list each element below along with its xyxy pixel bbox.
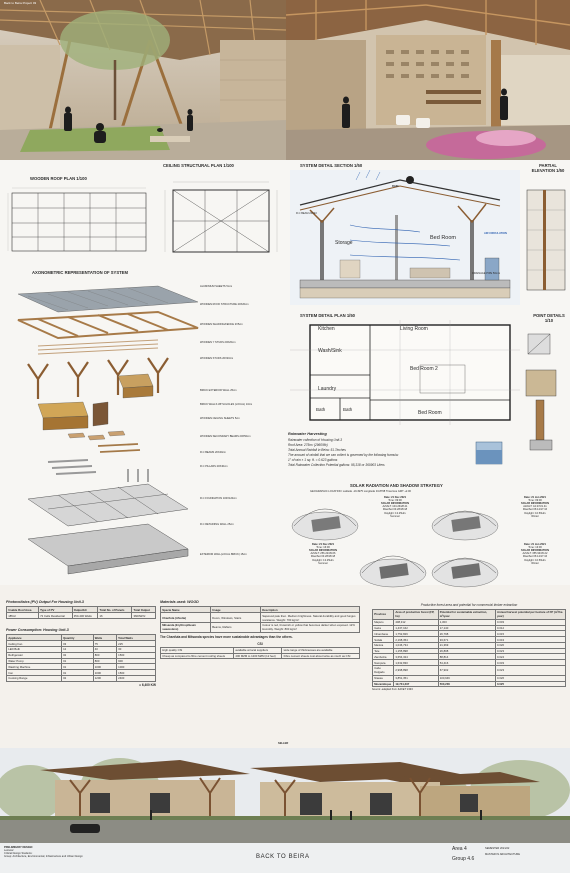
footer-area: Area 4 [452,846,467,852]
system-detail-section-drawing [290,170,520,305]
forest-cell: 2,998,898 [394,666,438,676]
csi-cell: 400 MZM to 1200 MZM (12 feet) [234,653,282,659]
power-header: Quantity [61,635,93,641]
forest-cell: Mozambique [373,681,394,687]
wooden-roof-plan-drawing [6,183,150,258]
axo-label: BRICK EXTERIOR WALL 25cm [200,389,237,392]
power-cell: 1000 [116,664,155,670]
power-header: Total Watts [116,635,155,641]
axonometric-drawing [8,284,208,584]
rainwater-line: The amount of rainfall that we can collect is governed by the following formula: [288,452,399,457]
pv-header: Total Output [132,607,156,613]
forest-cell: 93,671 [438,637,495,643]
power-cell: 02 [61,652,93,658]
render-interior-courtyard [0,0,286,160]
forest-cell: 2,168,354 [394,637,438,643]
axo-label: R.C PILLARS 20X40cm [200,465,228,468]
pv-cell: 72 Cells Residential [38,613,72,619]
forest-cell: 26,798 [438,631,495,637]
forest-cell: Maputo [373,619,394,625]
wood-cell: Colour is red, brownish or yellow that becomes darker when exposed. 12% Humidity. Weight: 800 kg/m³ [261,623,360,633]
power-cell: 01 [61,664,93,670]
forest-cell: Inhambane [373,631,394,637]
ceiling-structural-plan-title: CEILING STRUCTURAL PLAN 1/100 [163,163,234,168]
rainwater-line: Total Rainwater Collection Potential gallons: 95,318 or 360903 Liters [288,462,385,467]
section-air-label: AIR CIRCULATION [484,232,507,235]
wood-note: The Chanfuta and Mitsanda species have more sustainable advantages than the others. [160,634,293,639]
power-panel [6,628,156,687]
solar-time: Time: 09:00 [388,499,402,503]
power-cell: 12 [61,647,93,653]
forest-cell: 0.023 [495,648,565,654]
pv-cell: 185m² [7,613,39,619]
csi-table [160,647,360,660]
forest-header: Potential for sustainable extraction, m³/year [438,610,495,620]
wood-header: Specie Name [161,607,211,613]
axo-label: WOODEN STUDS 20X20cm [200,357,234,360]
solar-card [430,543,568,589]
solar-subtitle: GEOGRAPHIC LOCATION: Latitude -19.4975 Longitude 34.8768 Timezone GMT +2.00 [310,490,411,493]
plan-room-label: Bed Room 2 [410,366,438,372]
power-cell: Ceiling Fan [7,641,62,647]
solar-info: SOLAR INFORMATION [309,549,337,553]
csi-cell: wide range of thicknesses are available [282,647,360,653]
forest-cell: 19,731,297 [394,681,438,687]
power-table [6,634,156,681]
forest-cell: 1,303 [438,619,495,625]
power-cell: 40 [93,647,116,653]
solar-daylight: Daylight: 10.56Hrs [524,558,546,562]
power-cell: 01 [61,670,93,676]
solar-rise: Rise/Set 04:28/18:18 [310,555,336,559]
forest-cell: 1,437,162 [394,625,438,631]
axonometric-labels [200,285,280,585]
power-cell: Refrigerator [7,652,62,658]
power-cell: Washing Machine [7,664,62,670]
ceiling-structural-plan-drawing [155,172,285,262]
plan-room-label: Bed Room [418,410,442,416]
solar-card [290,543,428,589]
solar-info: SOLAR INFORMATION [521,502,549,506]
elevation-label: SELLER [278,742,289,745]
pv-table [6,606,156,619]
power-cell: 30 [116,647,155,653]
pv-header: Type of PV [38,607,72,613]
solar-season: Winter [531,561,539,565]
axo-label: BRICK WALLS WITH HOLES (LOCAL) 10cm [200,403,253,406]
forest-cell: 3,654,324 [394,654,438,660]
power-cell: 1500 [116,652,155,658]
section-bed-room-label: Bed Room [430,235,456,241]
solar-daylight: Daylight: 13.25Hrs [312,558,334,562]
power-cell: 1500 [116,670,155,676]
footer-term: SEMESTER 2021/22 [485,847,510,850]
forest-cell: Niassa [373,675,394,681]
forest-table [372,609,566,687]
pv-header: Output/Hr [72,607,98,613]
solar-rise: Rise/Set 06:14/17:16 [522,555,548,559]
csi-cell: High quality CSI [161,647,234,653]
rainwater-line: Total Annual Rainfall in Beira: 51.7inches [288,447,346,452]
forest-header: Province [373,610,394,620]
pv-header: Total No. of Panels [98,607,132,613]
partial-elevation-title: PARTIAL ELEVATION 1/50 [531,163,565,173]
footer-line: Lecturer: [4,849,15,853]
power-cell: 900 [116,658,155,664]
power-title: Power Consumption: Housing Unit-3 [6,628,69,632]
power-cell: Iron [7,670,62,676]
pv-title: Photovoltaics (PV) Output For Housing Unit-3 [6,600,84,604]
axo-label: R.C BEAMS 20X40cm [200,451,226,454]
solar-season: Summer [318,561,328,565]
section-storage-label: Storage [335,240,353,246]
render-front-elevation [0,748,570,843]
forest-cell: 88,814 [438,654,495,660]
forest-header: Annual harvest potential per hectare of FP (m³/ha year) [495,610,565,620]
axo-label: R.C FOUNDATION 100X120cm [200,497,237,500]
table-row [373,666,566,676]
footer-studio: MASTER IN ARCHITECTURE [485,853,521,856]
forest-source: Source: adapted from SAKET 1994 [372,688,413,692]
solar-season: Winter [531,514,539,518]
forest-cell: 21,369 [438,642,495,648]
solar-rise: Rise/Set 04:28/18:18 [382,508,408,512]
wood-table [160,606,360,632]
pv-cell: 16 [98,613,132,619]
forest-cell: 0.043 [495,637,565,643]
table-row [161,653,360,659]
point-details-title: POINT DETAILS 1/10 [533,313,565,323]
system-detail-plan-title: SYSTEM DETAIL PLAN 1/50 [300,313,355,318]
forest-cell: 500,236 [438,681,495,687]
solar-rise: Rise/Set 06:14/17:16 [522,508,548,512]
power-cell: 1000 [93,664,116,670]
forest-cell: 26,808 [438,648,495,654]
power-cell: 03 [61,641,93,647]
wood-header: Usage [211,607,261,613]
axo-label: WOODEN SECONDARY BEAMS 20X50cm [200,435,251,438]
csi-cell: Fibre cement sheets cost about twice as much as CSI [282,653,360,659]
wood-cell: Chanfuta (Afzelia) [161,613,211,623]
axo-label: WOODEN CEILING SHEETS 5cm [200,417,240,420]
forest-cell: 1,632,830 [394,660,438,666]
forest-cell: Nampula [373,660,394,666]
forest-cell: Cabo Delgado [373,666,394,676]
rainwater-title: Rainwater Harvesting [288,432,327,436]
plan-room-label: Wash/Sink [318,348,342,354]
forest-cell: 1,155,898 [394,648,438,654]
wood-cell: Sapwood pale then. Medium brightness. Natural durability and good fungus resistance. Weight: 700 kg/m³ [261,613,360,623]
axonometric-title: AXONOMETRIC REPRESENTATION OF SYSTEM [32,270,128,275]
forest-cell: Zambézia [373,654,394,660]
forest-cell: 0.026 [495,675,565,681]
table-row [373,681,566,687]
forest-cell: Sofala [373,637,394,643]
forest-panel [372,603,566,691]
section-rc-beam-label: R.C BEAM 20X40 [296,212,317,215]
rainwater-panel [288,432,468,474]
power-header: Watts [93,635,116,641]
forest-title: Productive forest area and potential for commercial timber extraction [420,603,518,607]
power-cell: 225 [116,641,155,647]
project-title: BACK TO BEIRA [256,854,310,860]
footer-line: PRELIMINARY DESIGN [4,846,33,849]
partial-elevation-drawing [523,180,569,300]
power-cell: 800 [93,658,116,664]
forest-cell: 0.033 [495,660,565,666]
footer [0,843,570,873]
solar-az: AZ/ALT: 256.22/39.66 [310,552,336,556]
solar-date: Date: 21 Dec 2021 [383,496,407,499]
forest-cell: 408,312 [394,619,438,625]
pv-header: Usable Roof Area [7,607,39,613]
plan-room-label: Bath [316,407,326,412]
power-cell: LED Bulb [7,647,62,653]
forest-cell: Tete [373,648,394,654]
solar-daylight: Daylight: 10.56Hrs [524,511,546,515]
forest-cell: 1,046,734 [394,642,438,648]
forest-cell: 17,140 [438,625,495,631]
forest-cell: 0.025 [495,681,565,687]
axo-label: WOODEN SHADING/FENCE 2X5cm [200,323,243,326]
table-row [7,675,156,681]
solar-date: Date: 21 Jun 2021 [524,496,546,499]
power-cell: Cooking Range [7,675,62,681]
axo-label: ALUMINIUM SHEETS 5mm [200,285,233,288]
solar-info: SOLAR INFORMATION [521,549,549,553]
solar-az: AZ/ALT: 104.26/28.41 [382,505,408,509]
footer-line: Group: Architecture, Environmental, Infrastructure and Urban Design [4,855,83,859]
plan-room-label: Bath [343,407,353,412]
solar-card [430,496,568,542]
forest-cell: 67,902 [438,666,495,676]
forest-cell: 54,416 [438,660,495,666]
water-tank-illustration [470,438,510,468]
solar-title: SOLAR RADIATION AND SHADOW STRATEGY [350,483,443,488]
section-rain-label: RAIN [392,185,399,188]
forest-cell: 1,752,826 [394,631,438,637]
power-cell: 1200 [93,675,116,681]
forest-cell: 0.023 [495,666,565,676]
axo-label: WOODEN Y STUDS 20X20cm [200,341,236,344]
pv-panel [6,600,156,619]
rainwater-line: Rainwater collection of Housing Unit-3 [288,437,343,442]
rainwater-line: Roof Area: 275m² (29609ft²) [288,442,328,447]
wood-cell: Beams, Rafters [211,623,261,633]
plan-room-label: Kitchen [318,326,335,332]
forest-header: Area of productive forest (FP, ha) [394,610,438,620]
power-total: = 6,400 KW [139,682,156,687]
solar-time: Time: 09:00 [528,499,542,503]
table-row [161,613,360,623]
pv-cell: 350-400 Watts [72,613,98,619]
point-details-drawing [522,330,568,470]
forest-cell: 3,851,351 [394,675,438,681]
table-row [161,623,360,633]
solar-daylight: Daylight: 13.25Hrs [384,511,406,515]
logo: Back to Beira Project 03 [4,1,37,5]
csi-cell: available at local suppliers [234,647,282,653]
power-cell: Water Pump [7,658,62,664]
wood-title: Materials used: WOOD [160,600,199,604]
power-cell: 2400 [116,675,155,681]
csi-title: CSI [257,641,263,646]
plan-room-label: Laundry [318,386,337,392]
solar-time: Time: 13:00 [528,546,542,550]
power-cell: 02 [61,675,93,681]
wood-panel [160,600,360,659]
forest-cell: Gaza [373,625,394,631]
solar-date: Date: 21 Jun 2021 [524,543,546,546]
solar-season: Summer [390,514,400,518]
wooden-roof-plan-title: WOODEN ROOF PLAN 1/100 [30,176,87,181]
footer-group: Group 4.6 [452,856,475,862]
csi-cell: Cheap as compared to fibre cement roofing sheets [161,653,234,659]
axo-label: R.C RETAINING WALL 25cm [200,523,234,526]
wood-cell: Doors, Windows, Stairs [211,613,261,623]
solar-time: Time: 16:00 [316,546,330,550]
forest-cell: 0.015 [495,631,565,637]
axo-label: WOODEN ROOF STRUCTURE 20X20cm [200,303,249,306]
section-drainage-label: DRAINAGE PIPE 50mm [472,272,501,275]
solar-info: SOLAR INFORMATION [381,502,409,506]
wood-cell: Mitsanda (Erythrophleum suaveolens) [161,623,211,633]
render-interior-living [286,0,570,160]
forest-cell: 100,946 [438,675,495,681]
power-header: Appliance [7,635,62,641]
forest-cell: 0.020 [495,642,565,648]
axo-label: EXTERIOR WALL(LOCAL BRICK) 15cm [200,553,247,556]
solar-az: AZ/ALT: 355.93/45.22 [522,552,548,556]
wood-header: Description [261,607,360,613]
forest-cell: 0.024 [495,654,565,660]
solar-date: Date: 21 Dec 2021 [311,543,335,546]
forest-cell: 0.012 [495,625,565,631]
power-cell: 75 [93,641,116,647]
forest-cell: 0.003 [495,619,565,625]
solar-az: AZ/ALT: 44.37/21.41 [523,505,547,509]
pv-cell: 3600W/hr [132,613,156,619]
plan-room-label: Living Room [400,326,428,332]
forest-cell: Manica [373,642,394,648]
power-cell: 1000 [93,670,116,676]
solar-card [290,496,428,542]
system-detail-section-title: SYSTEM DETAIL SECTION 1/50 [300,163,363,168]
power-cell: 800 [93,652,116,658]
rainwater-line: 1" of rain × 1 sq. ft. = 0.623 gallons [288,457,338,462]
footer-line: Critical Design Students: [4,852,33,856]
power-cell: 01 [61,658,93,664]
